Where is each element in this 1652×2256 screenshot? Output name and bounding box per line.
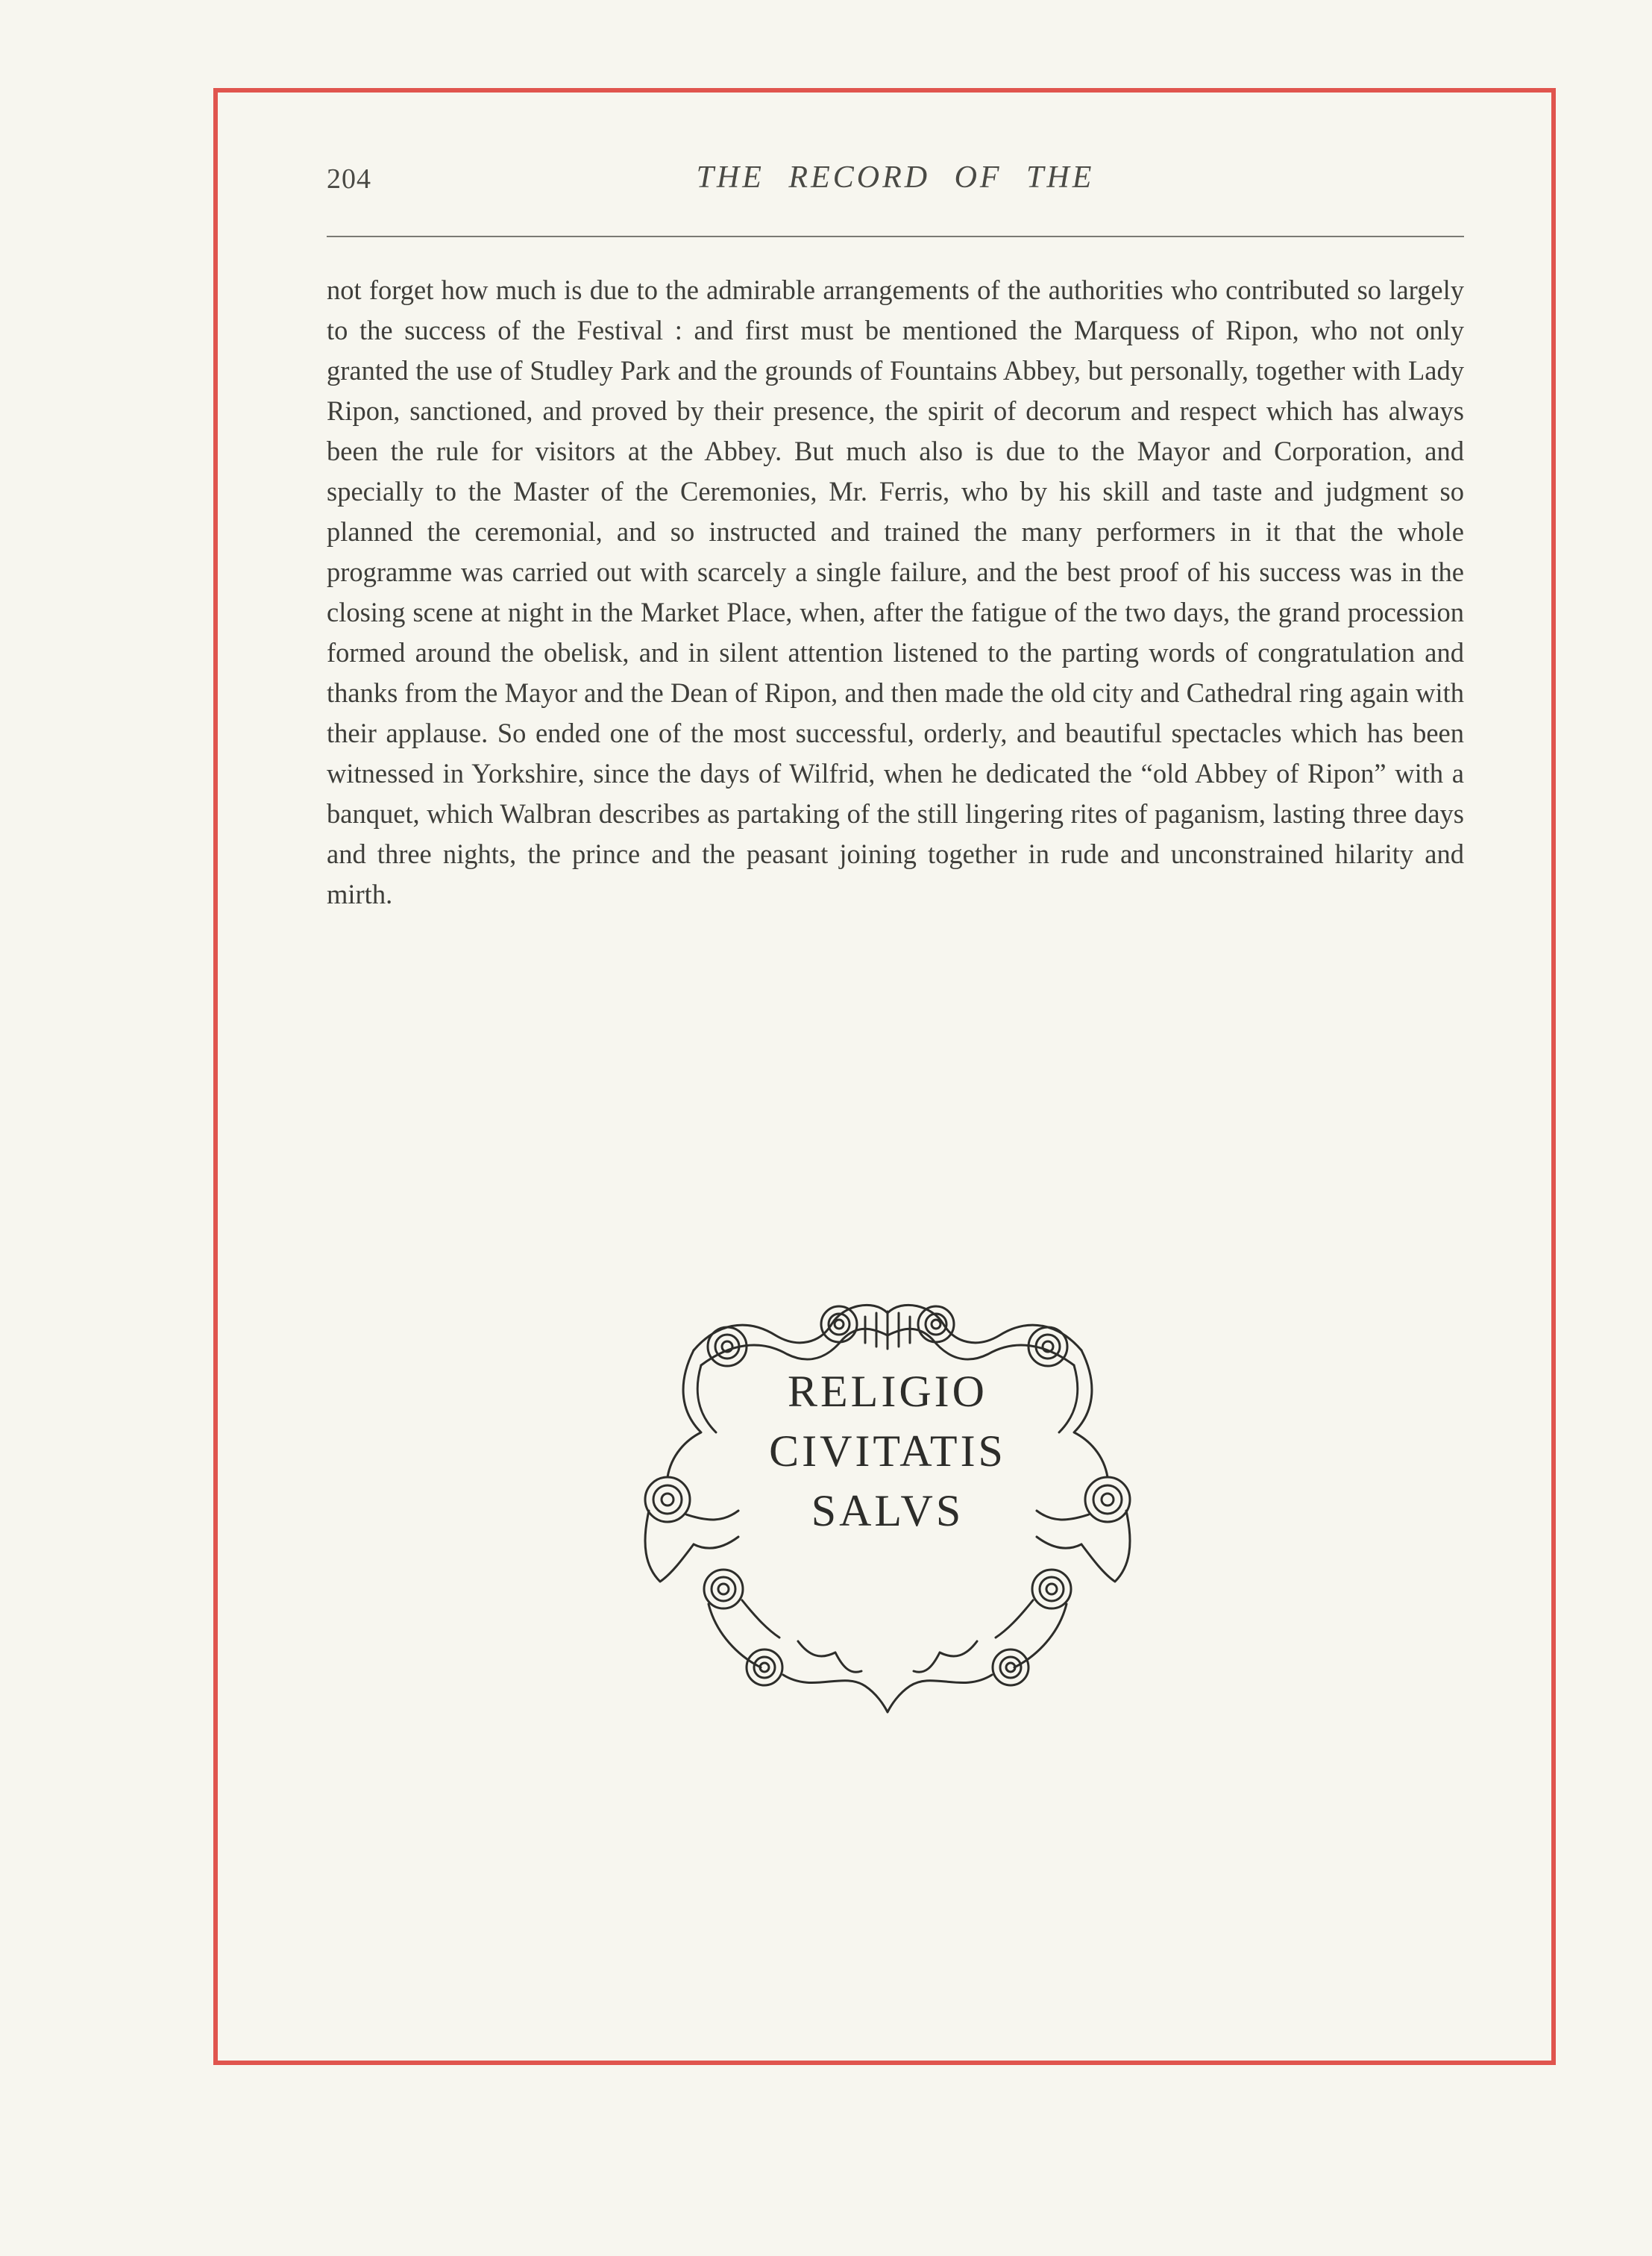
scroll-emblem: [626, 1253, 1149, 1716]
page-number: 204: [327, 163, 371, 195]
running-title: THE RECORD OF THE: [696, 160, 1095, 195]
motto-line-2: CIVITATIS: [769, 1426, 1006, 1476]
scroll-cartouche-icon: [626, 1253, 1149, 1716]
header-rule: [327, 236, 1464, 237]
running-head: [327, 160, 1464, 204]
body-paragraph: not forget how much is due to the admirable arrangements of the authorities who contributed so largely to the success of the Festival : and first must be mentioned the Marquess of Ripon, who not only granted the use of Studley Park and the grounds of Fountains Abbey, but personally, together with Lady Ripon, sanctioned, and proved by their presence, the spirit of decorum and respect which has always been the rule for visitors at the Abbey. But much also is due to the Mayor and Corporation, and specially to the Master of the Ceremonies, Mr. Ferris, who by his skill and taste and judgment so planned the ceremonial, and so instructed and trained the many performers in it that the whole programme was carried out with scarcely a single failure, and the best proof of his success was in the closing scene at night in the Market Place, when, after the fatigue of the two days, the grand procession formed around the obelisk, and in silent attention listened to the parting words of congratulation and thanks from the Mayor and the Dean of Ripon, and then made the old city and Cathedral ring again with their applause. So ended one of the most successful, orderly, and beautiful spectacles which has been witnessed in Yorkshire, since the days of Wilfrid, when he dedicated the “old Abbey of Ripon” with a banquet, which Walbran describes as partaking of the still lingering rites of paganism, lasting three days and three nights, the prince and the peasant joining together in rude and unconstrained hilarity and mirth.: [327, 275, 1464, 909]
motto-line-1: RELIGIO: [788, 1367, 987, 1416]
motto-line-3: SALVS: [811, 1486, 964, 1535]
